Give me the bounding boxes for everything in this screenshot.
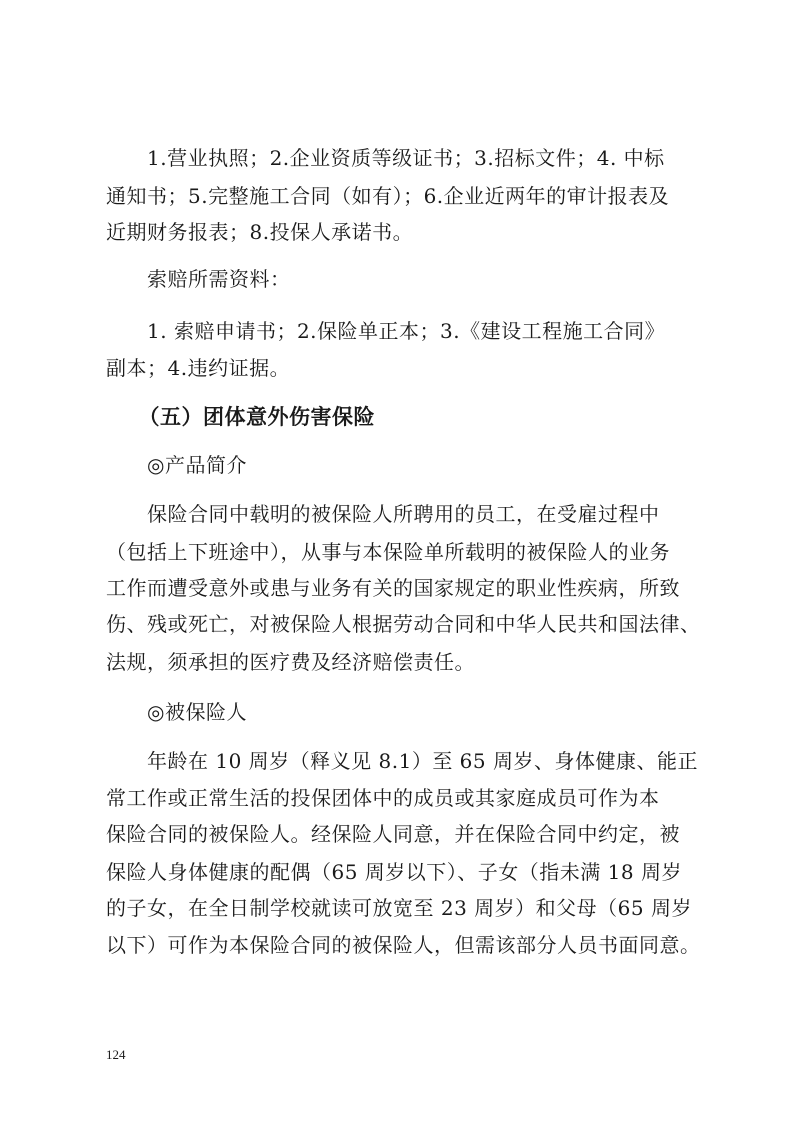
text-line: 保险合同的被保险人。经保险人同意，并在保险合同中约定，被 [106, 822, 680, 846]
text-line: 年龄在 10 周岁（释义见 8.1）至 65 周岁、身体健康、能正 [106, 749, 698, 773]
text-line: （包括上下班途中），从事与本保险单所载明的被保险人的业务 [106, 540, 670, 564]
text-line: 保险合同中载明的被保险人所聘用的员工，在受雇过程中 [106, 502, 660, 526]
text-line: 的子女，在全日制学校就读可放宽至 23 周岁）和父母（65 周岁 [106, 896, 692, 920]
text-line: 1. 索赔申请书；2.保险单正本；3.《建设工程施工合同》 [106, 319, 666, 343]
text-line: 通知书；5.完整施工合同（如有）；6.企业近两年的审计报表及 [106, 184, 670, 208]
text-line: 伤、残或死亡，对被保险人根据劳动合同和中华人民共和国法律、 [106, 612, 701, 636]
text-line: 近期财务报表；8.投保人承诺书。 [106, 220, 414, 244]
text-line: 工作而遭受意外或患与业务有关的国家规定的职业性疾病，所致 [106, 576, 680, 600]
text-line: 1.营业执照；2.企业资质等级证书；3.招标文件；4. 中标 [106, 146, 665, 170]
text-line: 常工作或正常生活的投保团体中的成员或其家庭成员可作为本 [106, 786, 660, 810]
text-line: 索赔所需资料： [106, 267, 291, 291]
page-number: 124 [106, 1047, 126, 1062]
text-line: 以下）可作为本保险合同的被保险人，但需该部分人员书面同意。 [106, 933, 701, 957]
subsection-heading: ◎产品简介 [106, 453, 247, 477]
subsection-heading: ◎被保险人 [106, 700, 247, 724]
text-line: 副本；4.违约证据。 [106, 356, 291, 380]
text-line: 法规，须承担的医疗费及经济赔偿责任。 [106, 650, 475, 674]
text-line: 保险人身体健康的配偶（65 周岁以下）、子女（指未满 18 周岁 [106, 860, 682, 884]
section-heading: （五）团体意外伤害保险 [106, 404, 375, 429]
